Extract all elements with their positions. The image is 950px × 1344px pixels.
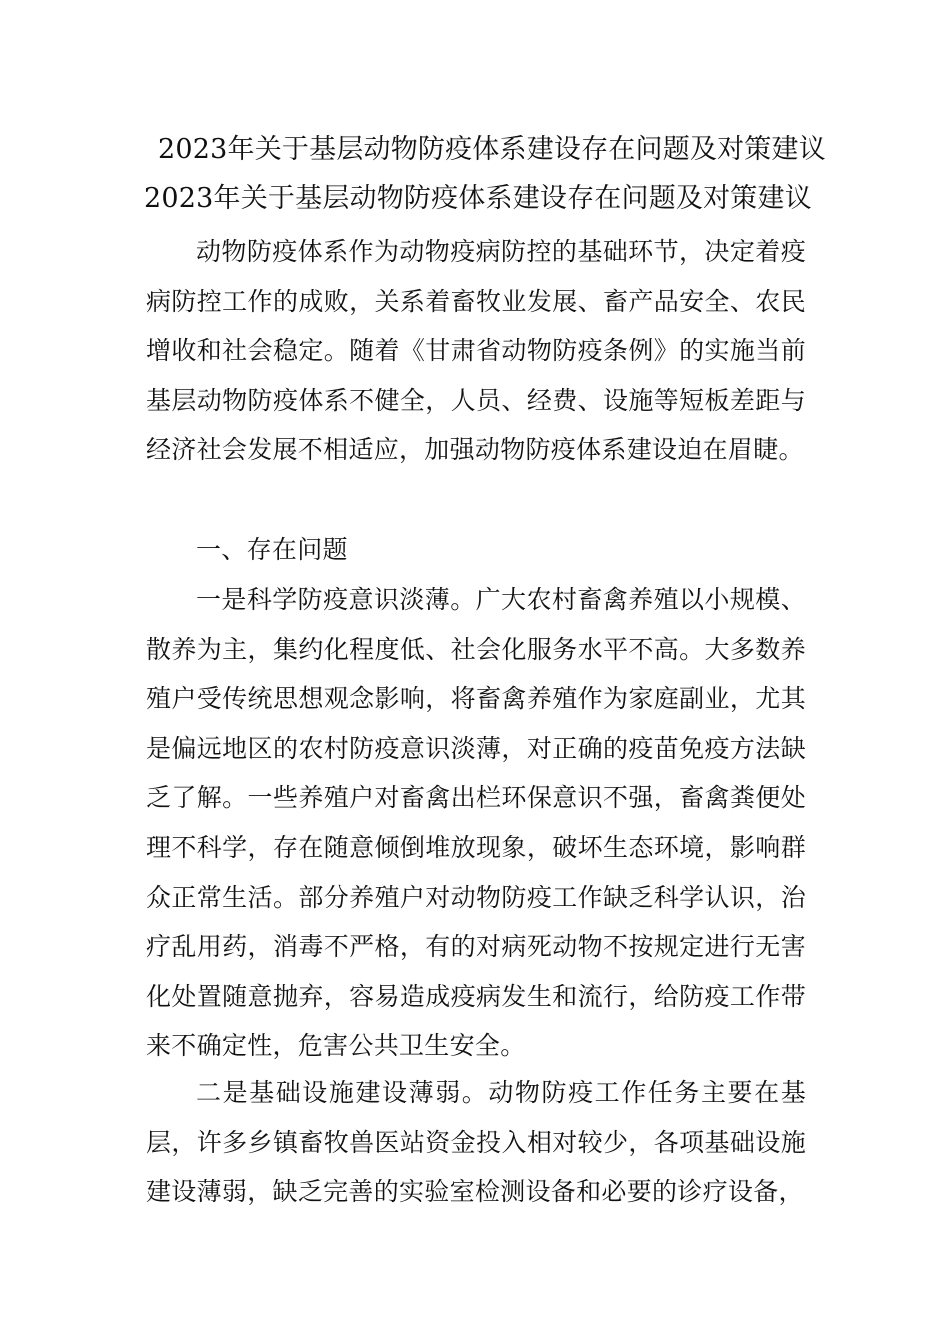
intro-paragraph: 动物防疫体系作为动物疫病防控的基础环节，决定着疫病防控工作的成败，关系着畜牧业发展、畜产品安全、农民增收和社会稳定。随着《甘肃省动物防疫条例》的实施当前基层动物防疫体系不健全，人员、经费、设施等短板差距与经济社会发展不相适应，加强动物防疫体系建设迫在眉睫。 <box>146 237 806 465</box>
document-title: 2023年关于基层动物防疫体系建设存在问题及对策建议 <box>158 134 826 165</box>
section-heading: 一、存在问题 <box>196 535 348 564</box>
problem-one-paragraph: 一是科学防疫意识淡薄。广大农村畜禽养殖以小规模、散养为主，集约化程度低、社会化服务水平不高。大多数养殖户受传统思想观念影响，将畜禽养殖作为家庭副业，尤其是偏远地区的农村防疫意识淡薄，对正确的疫苗免疫方法缺乏了解。一些养殖户对畜禽出栏环保意识不强，畜禽粪便处理不科学，存在随意倾倒堆放现象，破坏生态环境，影响群众正常生活。部分养殖户对动物防疫工作缺乏科学认识，治疗乱用药，消毒不严格，有的对病死动物不按规定进行无害化处置随意抛弃，容易造成疫病发生和流行，给防疫工作带来不确定性，危害公共卫生安全。 <box>146 585 806 1061</box>
problem-two-paragraph: 二是基础设施建设薄弱。动物防疫工作任务主要在基层，许多乡镇畜牧兽医站资金投入相对较少，各项基础设施建设薄弱，缺乏完善的实验室检测设备和必要的诊疗设备， <box>146 1078 806 1207</box>
document-subtitle: 2023年关于基层动物防疫体系建设存在问题及对策建议 <box>144 183 812 214</box>
